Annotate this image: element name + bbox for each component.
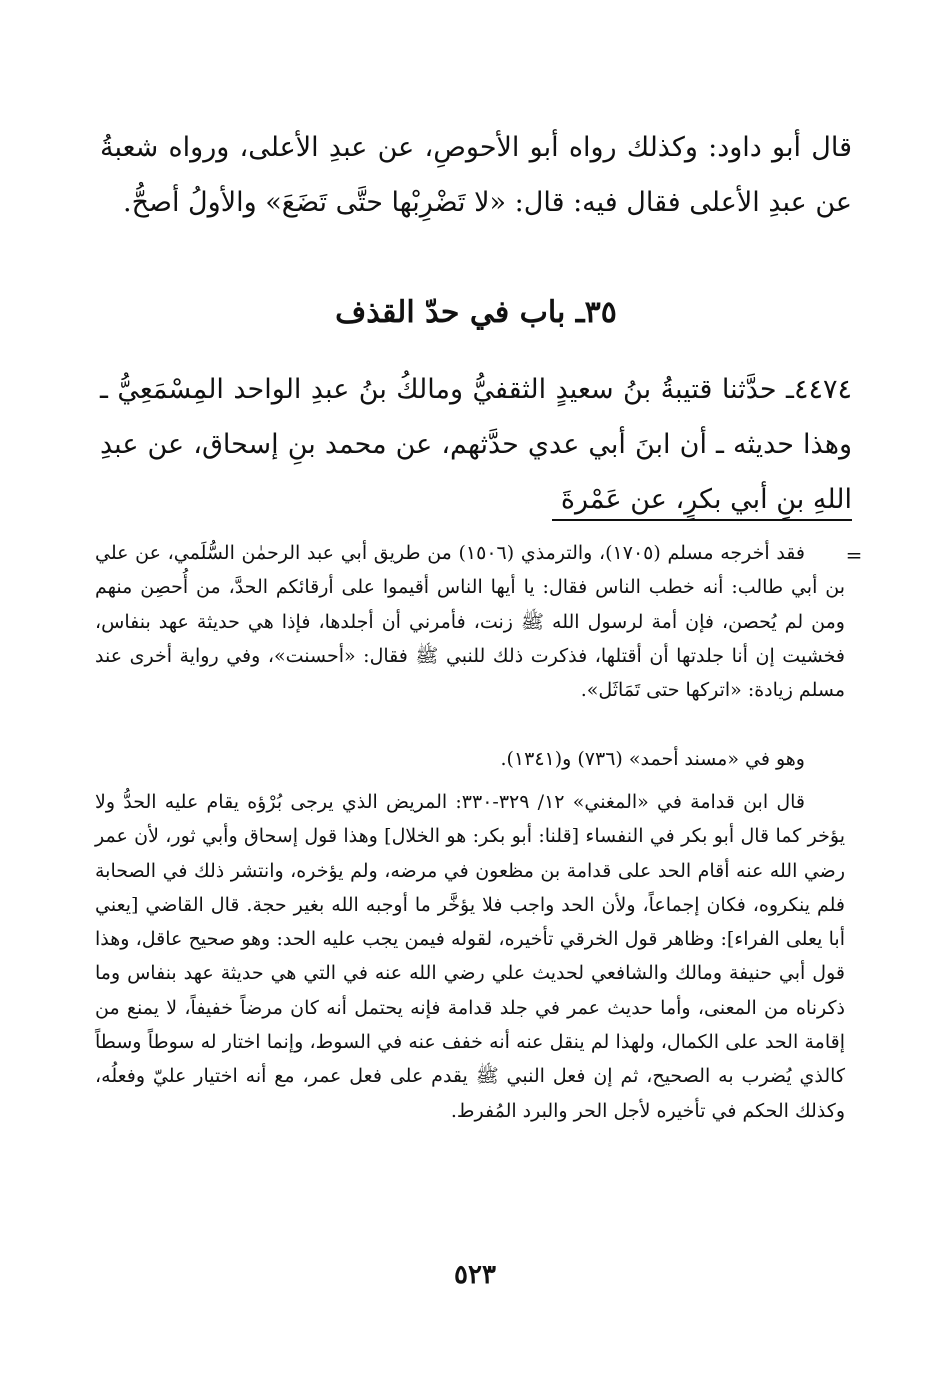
page-number: ٥٢٣ xyxy=(454,1260,496,1290)
footnote-ibn-qudama-quote xyxy=(95,785,845,1128)
footnote-divider xyxy=(552,519,852,521)
body-paragraph-hadith-4474 xyxy=(100,362,852,527)
paragraph-text: ٤٤٧٤ـ حدَّثنا قتيبةُ بنُ سعيدٍ الثقفيُّ ومالكُ بنُ عبدِ الواحد المِسْمَعِيُّ ـ وهذا حديثه ـ أن ابنَ أبي عدي حدَّثهم، عن محمد بنِ إسحاق، عن عبدِ اللهِ بنِ أبي بكرٍ، عن عَمْرةَ xyxy=(100,374,852,515)
footnote-reference xyxy=(95,742,845,776)
footnote-continuation-marker: = xyxy=(845,543,863,567)
footnote-continued xyxy=(95,536,845,707)
paragraph-text: قال أبو داود: وكذلك رواه أبو الأحوصِ، عن عبدِ الأعلى، ورواه شعبةُ عن عبدِ الأعلى فقال فيه: قال: «لا تَضْرِبْها حتَّى تَضَعَ» والأولُ أصحُّ. xyxy=(100,132,852,218)
body-paragraph-abu-dawud-note xyxy=(100,120,852,230)
footnote-text: فقد أخرجه مسلم (١٧٠٥)، والترمذي (١٥٠٦) من طريق أبي عبد الرحمٰن السُّلَمي، عن علي بن أبي طالب: أنه خطب الناس فقال: يا أيها الناس أقيموا على أرقائكم الحدَّ، من أُحصِن منهم ومن لم يُحصن، فإن أمة لرسول الله ﷺ زنت، فأمرني أن أجلدها، فإذا هي حديثة عهد بنفاس، فخشيت إن أنا جلدتها أن أقتلها، فذكرت ذلك للنبي ﷺ فقال: «أحسنت»، وفي رواية أخرى عند مسلم زيادة: «اتركها حتى تَمَاثَل». xyxy=(95,542,845,702)
footnote-text: وهو في «مسند أحمد» (٧٣٦) و(١٣٤١). xyxy=(500,748,805,770)
chapter-heading: ٣٥ـ باب في حدّ القذف xyxy=(335,295,617,330)
footnote-text: قال ابن قدامة في «المغني» ١٢/ ٣٢٩-٣٣٠: المريض الذي يرجى بُرْؤه يقام عليه الحدُّ ولا يؤخر كما قال أبو بكر في النفساء [قلنا: أبو بكر: هو الخلال] وهذا قول إسحاق وأبي ثور، لأن عمر رضي الله عنه أقام الحد على قدامة بن مظعون في مرضه، ولم يؤخره، وانتشر ذلك في الصحابة فلم ينكروه، فكان إجماعاً، ولأن الحد واجب فلا يؤخَّر ما أوجبه الله بغير حجة. قال القاضي [يعني أبا يعلى الفراء]: وظاهر قول الخرقي تأخيره، لقوله فيمن يجب عليه الحد: وهو صحيح عاقل، وهذا قول أبي حنيفة ومالك والشافعي لحديث علي رضي الله عنه في التي هي حديثة عهد بنفاس وما ذكرناه من المعنى، وأما حديث عمر في جلد قدامة فإنه يحتمل أنه كان مرضاً خفيفاً، لا يمنع من إقامة الحد على الكمال، ولهذا لم ينقل عنه أنه خفف عنه في السوط، وإنما اختار له سوطاً وسطاً كالذي يُضرب به الصحيح، ثم إن فعل النبي ﷺ يقدم على فعل عمر، مع أنه اختيار عليّ وفعلُه، وكذلك الحكم في تأخيره لأجل الحر والبرد المُفرط. xyxy=(95,791,845,1122)
